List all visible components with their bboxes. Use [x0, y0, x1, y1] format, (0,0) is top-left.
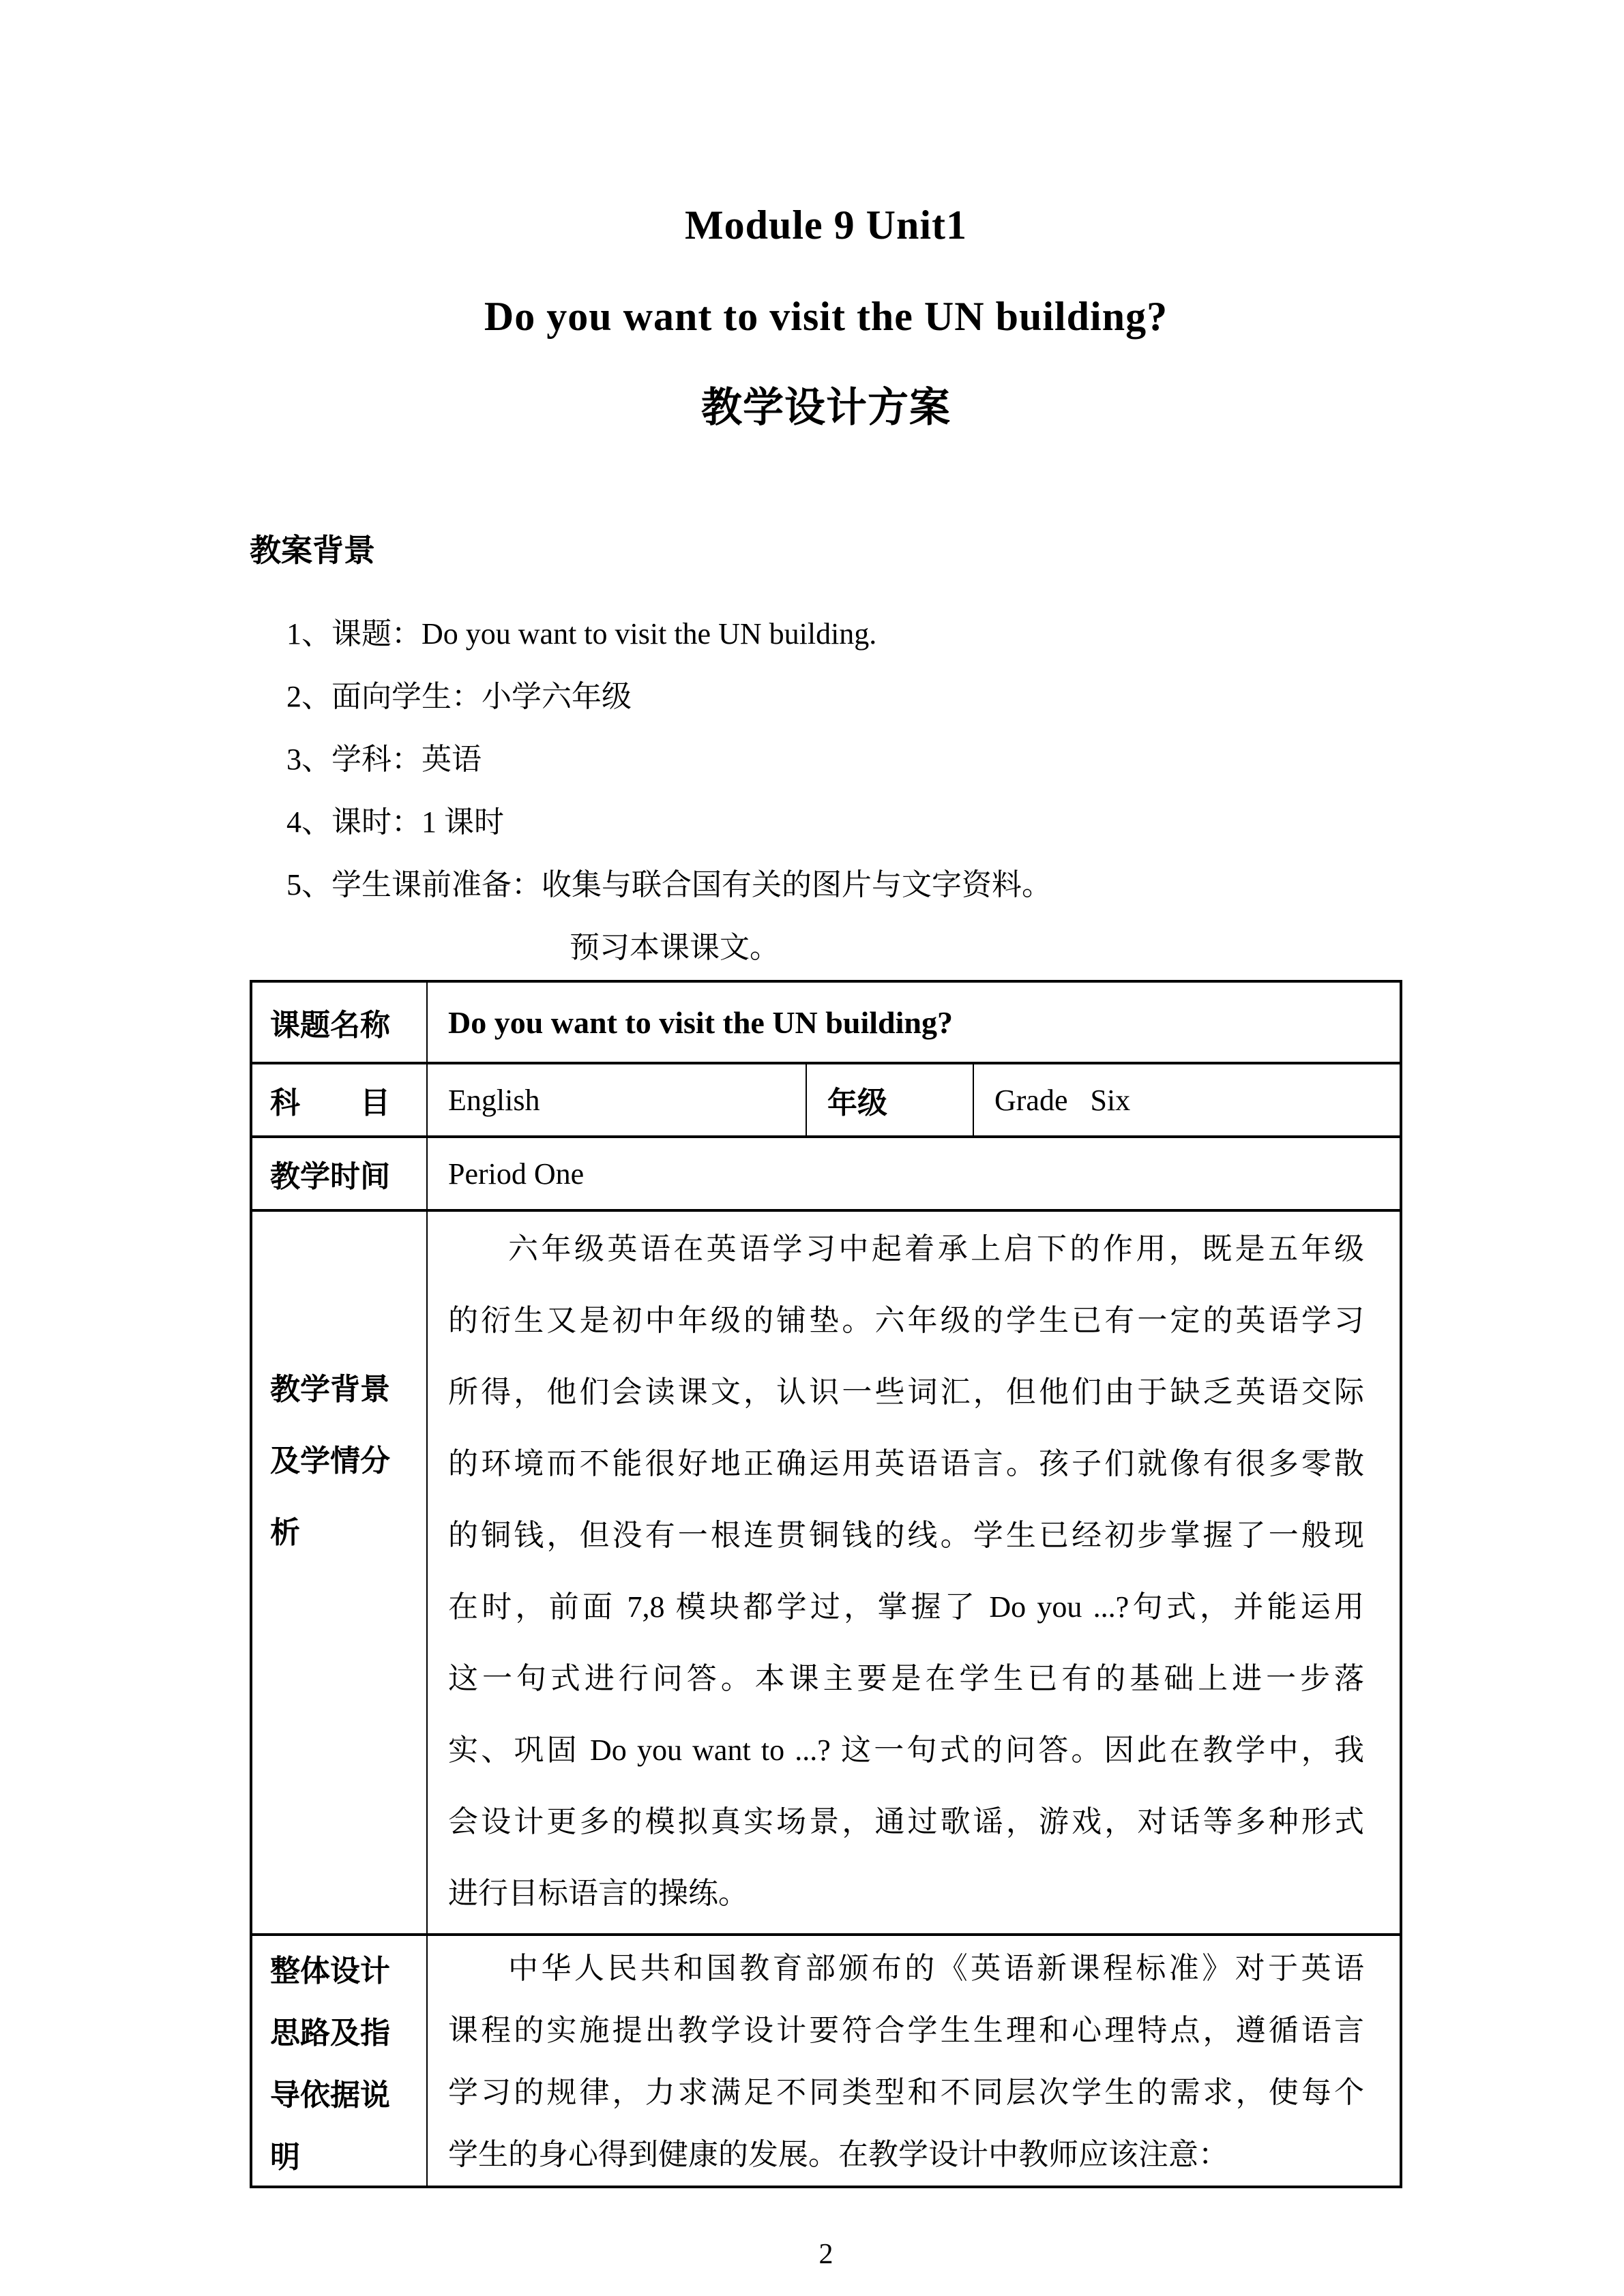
section-heading-background: 教案背景	[250, 533, 375, 568]
list-item: 3、学科：英语	[286, 743, 482, 776]
table-row-topic	[252, 983, 1400, 1062]
table-row-subject	[252, 1062, 1400, 1135]
subject-value-cell: English	[426, 1064, 806, 1135]
design-paragraph-line: 学生的身心得到健康的发展。在教学设计中教师应该注意：	[448, 2138, 1228, 2171]
design-label-line: 明	[270, 2141, 300, 2174]
time-label-cell: 教学时间	[270, 1160, 390, 1193]
list-item: 1、课题：Do you want to visit the UN building.	[286, 617, 877, 651]
design-label-line: 导依据说	[270, 2078, 390, 2112]
analysis-paragraph-cell	[426, 1212, 1400, 1933]
doc-title-topic: Do you want to visit the UN building?	[484, 294, 1168, 339]
grade-value-cell: Grade Six	[973, 1064, 1400, 1135]
grade-label-cell: 年级	[806, 1064, 973, 1135]
analysis-paragraph-line: 六年级英语在英语学习中起着承上启下的作用，既是五年级	[508, 1232, 1364, 1266]
table-row-time	[252, 1135, 1400, 1209]
background-list	[250, 617, 1402, 902]
list-item: 2、面向学生：小学六年级	[286, 680, 632, 713]
analysis-paragraph-line: 进行目标语言的操练。	[448, 1877, 748, 1910]
time-value-cell: Period One	[426, 1138, 1400, 1209]
doc-title-chinese: 教学设计方案	[701, 385, 951, 430]
lesson-info-table	[250, 980, 1402, 2188]
topic-label-cell: 课题名称	[270, 1009, 390, 1042]
topic-value-cell: Do you want to visit the UN building?	[426, 983, 1400, 1062]
analysis-paragraph-line: 的衍生又是初中年级的铺垫。六年级的学生已有一定的英语学习	[448, 1304, 1364, 1337]
analysis-label-cell	[252, 1212, 426, 1933]
list-item-continuation: 预习本课课文。	[570, 931, 780, 964]
design-paragraph-line: 课程的实施提出教学设计要符合学生生理和心理特点，遵循语言	[448, 2014, 1364, 2047]
list-item: 5、学生课前准备：收集与联合国有关的图片与文字资料。	[286, 868, 1052, 901]
table-row-design	[252, 1933, 1400, 2186]
design-label-cell	[252, 1936, 426, 2186]
doc-title-module: Module 9 Unit1	[684, 203, 968, 248]
analysis-paragraph-line: 所得，他们会读课文，认识一些词汇，但他们由于缺乏英语交际	[448, 1375, 1364, 1409]
subject-label-cell: 科 目	[270, 1086, 390, 1120]
design-paragraph-cell	[426, 1936, 1400, 2186]
analysis-paragraph-line: 实、巩固 Do you want to ...? 这一句式的问答。因此在教学中，我	[448, 1733, 1364, 1767]
analysis-paragraph-line: 的环境而不能很好地正确运用英语语言。孩子们就像有很多零散	[448, 1447, 1364, 1480]
title-block	[250, 0, 1402, 428]
analysis-label-line: 析	[270, 1516, 300, 1549]
analysis-paragraph-line: 的铜钱，但没有一根连贯铜钱的线。学生已经初步掌握了一般现	[448, 1519, 1364, 1552]
page-number: 2	[818, 2239, 833, 2270]
analysis-label-line: 及学情分	[270, 1444, 390, 1478]
analysis-paragraph-line: 会设计更多的模拟真实场景，通过歌谣，游戏，对话等多种形式	[448, 1805, 1364, 1838]
design-paragraph-line: 学习的规律，力求满足不同类型和不同层次学生的需求，使每个	[448, 2076, 1364, 2109]
analysis-paragraph-line: 这一句式进行问答。本课主要是在学生已有的基础上进一步落	[448, 1662, 1364, 1695]
analysis-label-line: 教学背景	[270, 1373, 390, 1406]
list-item: 4、课时：1 课时	[286, 805, 504, 839]
design-paragraph-line: 中华人民共和国教育部颁布的《英语新课程标准》对于英语	[508, 1952, 1364, 1985]
design-label-line: 思路及指	[270, 2016, 390, 2050]
table-row-analysis	[252, 1209, 1400, 1933]
design-label-line: 整体设计	[270, 1954, 390, 1988]
analysis-paragraph-line: 在时，前面 7,8 模块都学过，掌握了 Do you ...?句式，并能运用	[448, 1590, 1364, 1624]
page-content	[250, 0, 1402, 2271]
